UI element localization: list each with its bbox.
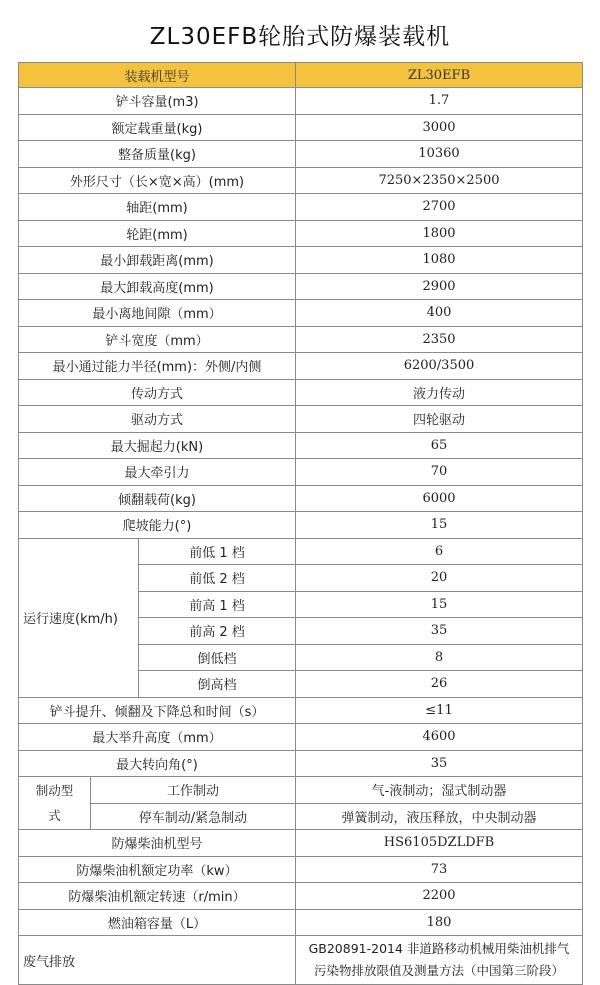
table-row [19,114,583,141]
row-label: 工作制动 [91,777,296,804]
row-value: 65 [296,432,583,459]
row-label: 传动方式 [19,379,296,406]
row-label: 轮距(mm) [19,220,296,247]
row-value: 7250×2350×2500 [296,167,583,194]
row-value: 液力传动 [296,379,583,406]
table-row [19,777,583,804]
table-row [19,167,583,194]
header-label: 装载机型号 [19,63,296,88]
spec-table [18,62,583,985]
brake-label-line2: 式 [48,808,61,823]
row-label: 倒低档 [139,644,296,671]
row-label: 铲斗提升、倾翻及下降总和时间（s） [19,697,296,724]
row-value: 6 [296,538,583,565]
page-title: ZL30EFB轮胎式防爆装载机 [149,24,451,50]
row-label: 前高 2 档 [139,618,296,645]
table-row [19,803,583,830]
row-value: 26 [296,671,583,698]
table-row [19,750,583,777]
table-row [19,379,583,406]
row-label: 额定载重量(kg) [19,114,296,141]
table-row [19,512,583,539]
table-row [19,909,583,936]
table-row [19,300,583,327]
row-value: 15 [296,512,583,539]
row-value: 6000 [296,485,583,512]
speed-group-label: 运行速度(km/h) [19,538,139,697]
emission-value-line2: 污染物排放限值及测量方法（中国第三阶段） [313,963,564,978]
row-value: 气-液制动；湿式制动器 [296,777,583,804]
row-label: 防爆柴油机额定转速（r/min） [19,883,296,910]
table-row [19,273,583,300]
table-row [19,406,583,433]
row-value: 10360 [296,141,583,168]
row-value: 400 [296,300,583,327]
brake-group-label [19,777,91,830]
row-value: 1800 [296,220,583,247]
table-row [19,220,583,247]
row-value: 2900 [296,273,583,300]
row-value: 35 [296,750,583,777]
table-row [19,141,583,168]
table-row [19,485,583,512]
row-value: 1.7 [296,88,583,115]
table-row [19,247,583,274]
row-label: 前低 2 档 [139,565,296,592]
table-row [19,883,583,910]
table-row [19,353,583,380]
row-label: 驱动方式 [19,406,296,433]
brake-label-line1: 制动型 [35,783,74,798]
row-label: 防爆柴油机额定功率（kw） [19,856,296,883]
row-label: 爬坡能力(°) [19,512,296,539]
row-label: 外形尺寸（长×宽×高）(mm) [19,167,296,194]
row-label: 倒高档 [139,671,296,698]
row-label: 最大卸载高度(mm) [19,273,296,300]
row-label: 最小通过能力半径(mm)：外侧/内侧 [19,353,296,380]
row-label: 倾翻载荷(kg) [19,485,296,512]
row-value: 20 [296,565,583,592]
table-row [19,432,583,459]
table-row [19,724,583,751]
row-label: 最小离地间隙（mm） [19,300,296,327]
row-value: 2350 [296,326,583,353]
row-value: 15 [296,591,583,618]
table-row [19,697,583,724]
table-row [19,936,583,985]
row-value: 6200/3500 [296,353,583,380]
row-label: 最小卸载距离(mm) [19,247,296,274]
row-label: 最大掘起力(kN) [19,432,296,459]
row-value: 3000 [296,114,583,141]
row-label: 前低 1 档 [139,538,296,565]
row-value: 1080 [296,247,583,274]
emission-label: 废气排放 [19,936,296,985]
row-value: 35 [296,618,583,645]
table-row [19,88,583,115]
row-value: HS6105DZLDFB [296,830,583,857]
table-row [19,194,583,221]
row-label: 燃油箱容量（L） [19,909,296,936]
row-label: 铲斗宽度（mm） [19,326,296,353]
row-label: 铲斗容量(m3) [19,88,296,115]
row-label: 防爆柴油机型号 [19,830,296,857]
row-label: 最大转向角(°) [19,750,296,777]
row-label: 最大举升高度（mm） [19,724,296,751]
row-value: 2700 [296,194,583,221]
row-value: 弹簧制动，液压释放，中央制动器 [296,803,583,830]
table-header-row [19,63,583,88]
emission-value [296,936,583,985]
table-row [19,538,583,565]
row-label: 轴距(mm) [19,194,296,221]
row-label: 整备质量(kg) [19,141,296,168]
row-value: 180 [296,909,583,936]
emission-value-line1: GB20891-2014 非道路移动机械用柴油机排气 [308,941,570,956]
row-label: 前高 1 档 [139,591,296,618]
row-value: 73 [296,856,583,883]
row-value: 8 [296,644,583,671]
table-row [19,459,583,486]
row-label: 最大牵引力 [19,459,296,486]
row-value: 70 [296,459,583,486]
row-value: 2200 [296,883,583,910]
row-value: 四轮驱动 [296,406,583,433]
header-value: ZL30EFB [296,63,583,88]
row-value: ≤11 [296,697,583,724]
table-row [19,856,583,883]
row-label: 停车制动/紧急制动 [91,803,296,830]
table-row [19,326,583,353]
table-row [19,830,583,857]
row-value: 4600 [296,724,583,751]
